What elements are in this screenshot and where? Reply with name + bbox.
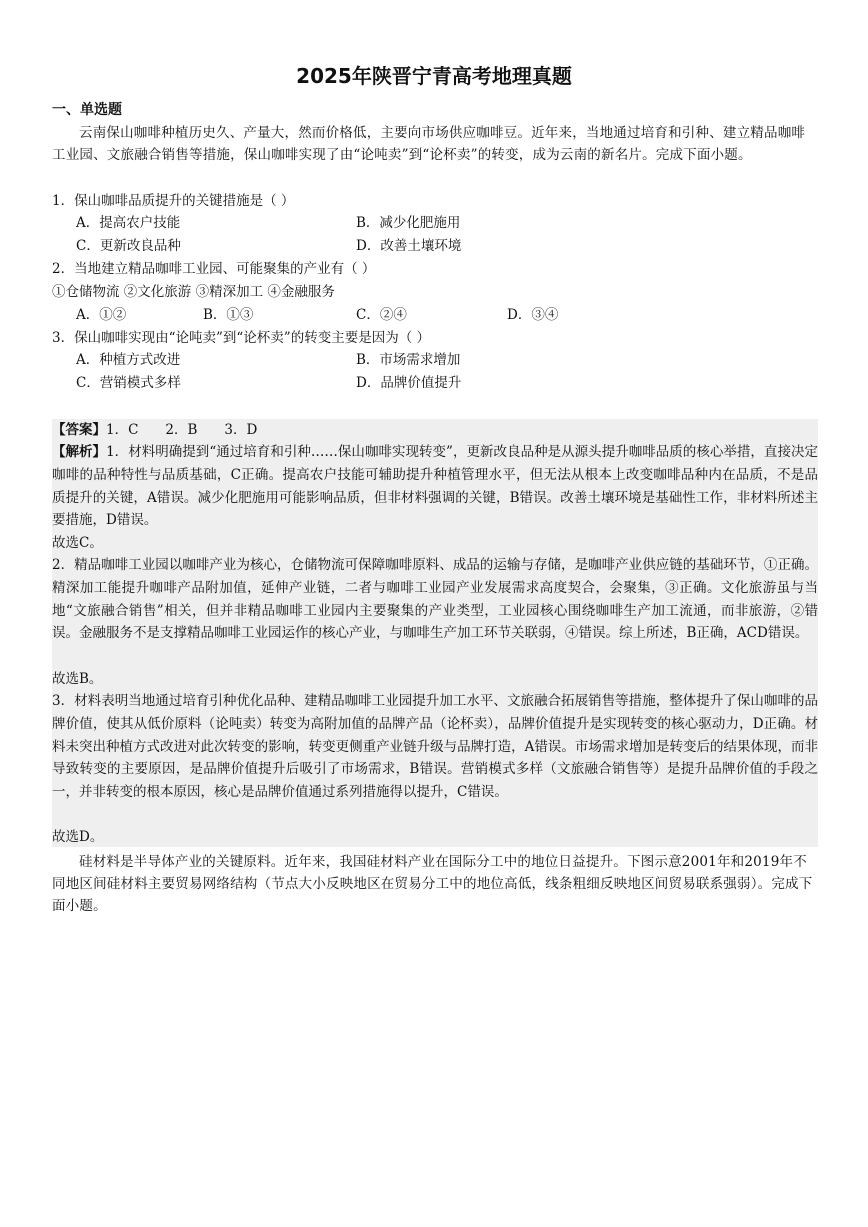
q1-option-d: D．改善土壤环境 bbox=[356, 238, 462, 254]
q3-option-b: B．市场需求增加 bbox=[356, 352, 461, 368]
q3-option-d: D．品牌价值提升 bbox=[356, 375, 462, 391]
analysis-q2-conclusion: 故选B。 bbox=[52, 671, 103, 687]
answer-text: 1．C 2．B 3．D bbox=[106, 422, 258, 438]
q2-option-c: C．②④ bbox=[356, 307, 407, 323]
analysis-label: 【解析】 bbox=[52, 444, 107, 460]
analysis-q1-text: 1．材料明确提到“通过培育和引种……保山咖啡实现转变”，更新改良品种是从源头提升咖啡品质的核心举措，直接决定咖啡的品种特性与品质基础，C正确。提高农户技能可辅助提升种植管理水平，但无法从根本上改变咖啡品种内在品质，不是品质提升的关键，A错误。减少化肥施用可能影响品质，但非材料强调的关键，B错误。改善土壤环境是基础性工作，非材料所述主要措施，D错误。 bbox=[52, 444, 818, 529]
analysis-q2: 2．精品咖啡工业园以咖啡产业为核心，仓储物流可保障咖啡原料、成品的运输与存储，是咖啡产业供应链的基础环节，①正确。精深加工能提升咖啡产品附加值，延伸产业链，二者与咖啡工业园产业发展需求高度契合，会聚集，③正确。文化旅游虽与当地“文旅融合销售”相关，但并非精品咖啡工业园内主要聚集的产业类型，工业园核心围绕咖啡生产加工流通，而非旅游，②错误。金融服务不是支撑精品咖啡工业园运作的核心产业，与咖啡生产加工环节关联弱，④错误。综上所述，B正确，ACD错误。 bbox=[52, 557, 818, 642]
section-heading: 一、单选题 bbox=[52, 102, 122, 118]
passage-silicon: 硅材料是半导体产业的关键原料。近年来，我国硅材料产业在国际分工中的地位日益提升。下图示意2001年和2019年不同地区间硅材料主要贸易网络结构（节点大小反映地区在贸易分工中的地位高低，线条粗细反映地区间贸易联系强弱）。完成下面小题。 bbox=[52, 854, 813, 914]
answer-label: 【答案】 bbox=[52, 422, 106, 438]
q3-option-c: C．营销模式多样 bbox=[76, 375, 181, 391]
page-title: 2025年陕晋宁青高考地理真题 bbox=[296, 64, 572, 88]
q2-option-a: A．①② bbox=[76, 307, 127, 323]
analysis-q1-conclusion: 故选C。 bbox=[52, 535, 103, 551]
question-3-stem: 3．保山咖啡实现由“论吨卖”到“论杯卖”的转变主要是因为（ ） bbox=[52, 330, 430, 346]
q1-option-b: B．减少化肥施用 bbox=[356, 215, 461, 231]
question-2-stem: 2．当地建立精品咖啡工业园、可能聚集的产业有（ ） bbox=[52, 261, 376, 277]
q1-option-a: A．提高农户技能 bbox=[76, 215, 181, 231]
question-2-items: ①仓储物流 ②文化旅游 ③精深加工 ④金融服务 bbox=[52, 284, 335, 300]
analysis-q3: 3．材料表明当地通过培育引种优化品种、建精品咖啡工业园提升加工水平、文旅融合拓展销售等措施，整体提升了保山咖啡的品牌价值，使其从低价原料（论吨卖）转变为高附加值的品牌产品（论杯卖），品牌价值提升是实现转变的核心驱动力，D正确。材料未突出种植方式改进对此次转变的影响，转变更侧重产业链升级与品牌打造，A错误。市场需求增加是转变后的结果体现，而非导致转变的主要原因，是品牌价值提升后吸引了市场需求，B错误。营销模式多样（文旅融合销售等）是提升品牌价值的手段之一，并非转变的根本原因，核心是品牌价值通过系列措施得以提升，C错误。 bbox=[52, 693, 818, 801]
analysis-q1 bbox=[52, 441, 818, 532]
analysis-q3-conclusion: 故选D。 bbox=[52, 829, 104, 845]
question-1-stem: 1．保山咖啡品质提升的关键措施是（ ） bbox=[52, 193, 295, 209]
q2-option-d: D．③④ bbox=[507, 307, 559, 323]
answer-line bbox=[52, 419, 257, 441]
q2-option-b: B．①③ bbox=[203, 307, 254, 323]
q1-option-c: C．更新改良品种 bbox=[76, 238, 181, 254]
q3-option-a: A．种植方式改进 bbox=[76, 352, 181, 368]
passage-coffee: 云南保山咖啡种植历史久、产量大，然而价格低，主要向市场供应咖啡豆。近年来，当地通过培育和引种、建立精品咖啡工业园、文旅融合销售等措施，保山咖啡实现了由“论吨卖”到“论杯卖”的转变，成为云南的新名片。完成下面小题。 bbox=[52, 125, 806, 163]
